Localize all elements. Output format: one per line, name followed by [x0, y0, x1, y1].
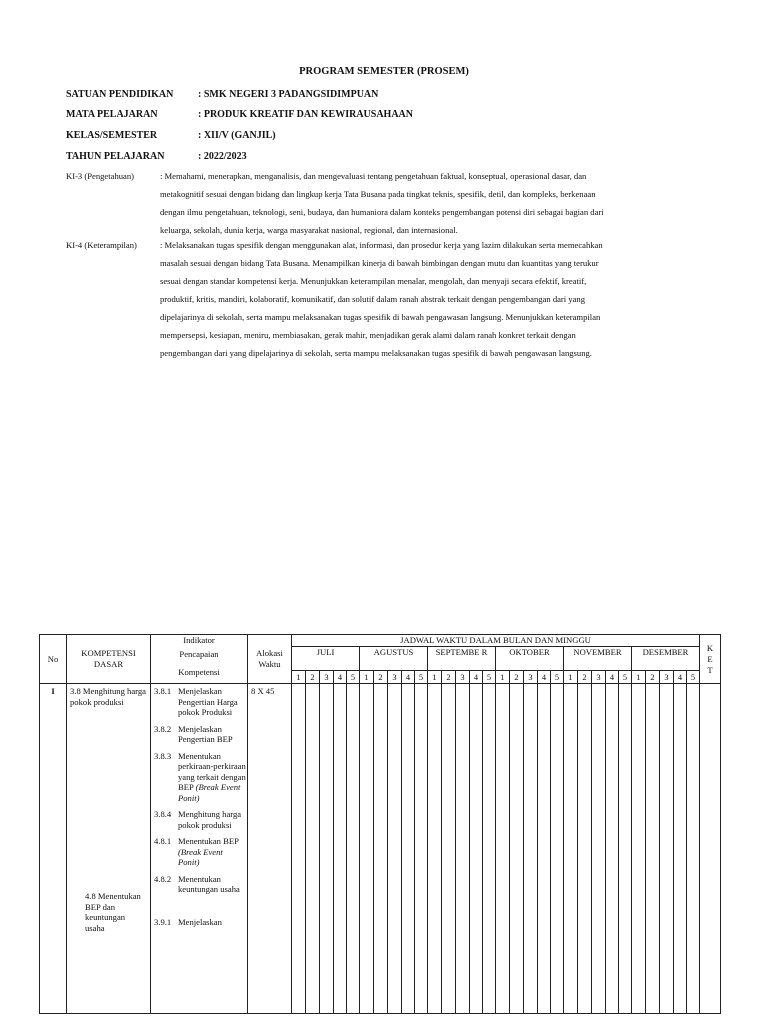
ki4-line: masalah sesuai dengan bidang Tata Busana. Menampilkan kinerja di bawah bimbingan dengan mutu dan kuantitas yang terukur: [160, 258, 599, 268]
schedule-cell: [632, 684, 646, 1014]
week-header: 1: [292, 671, 306, 684]
week-header: 3: [524, 671, 538, 684]
meta-value: : 2022/2023: [198, 151, 247, 162]
month-juli: JULI: [292, 647, 360, 671]
header-indikator-line: Pencapaian: [179, 649, 219, 659]
meta-value: : XII/V (GANJIL): [198, 130, 276, 141]
schedule-cell: [660, 684, 674, 1014]
indicator-text: Menjelaskan: [178, 916, 222, 927]
ki3-text: [160, 167, 702, 239]
schedule-cell: [564, 684, 578, 1014]
header-no: No: [40, 635, 67, 684]
schedule-cell: [496, 684, 510, 1014]
meta-value: : SMK NEGERI 3 PADANGSIDIMPUAN: [198, 89, 379, 100]
indicator-item: [154, 874, 246, 895]
ki3-line: : Memahami, menerapkan, menganalisis, dan mengevaluasi tentang pengetahuan faktual, konseptual, operasional dasar, dan: [160, 171, 587, 181]
schedule-table: [39, 634, 721, 1014]
ket-cell: [700, 684, 721, 1014]
schedule-cell: [442, 684, 456, 1014]
week-header: 2: [374, 671, 388, 684]
indicator-number: 3.8.2: [154, 723, 172, 734]
schedule-cell: [334, 684, 347, 1014]
week-header: 1: [428, 671, 442, 684]
header-kompetensi-dasar: KOMPETENSI DASAR: [67, 635, 151, 684]
schedule-cell: [646, 684, 660, 1014]
week-header: 4: [470, 671, 483, 684]
kd-4-8: 4.8 Menentukan BEP dan keuntungan usaha: [85, 891, 141, 933]
week-header: 1: [496, 671, 510, 684]
week-header: 1: [360, 671, 374, 684]
indicator-text-group: [178, 751, 246, 804]
indicator-text: Menentukan keuntungan usaha: [178, 873, 240, 894]
schedule-cell: [606, 684, 619, 1014]
schedule-cell: [320, 684, 334, 1014]
ki4-line: mempersepsi, kesiapan, meniru, membiasakan, gerak mahir, menjadikan gerak alami dalam ranah konkret terkait dengan: [160, 330, 576, 340]
schedule-cell: [619, 684, 632, 1014]
ki4-line: sesuai dengan standar kompetensi kerja. Menunjukkan keterampilan menalar, mengolah, dan menyaji secara efektif, kreatif,: [160, 276, 587, 286]
indicator-text: Menjelaskan Pengertian BEP: [178, 723, 233, 744]
ki3-line: metakognitif sesuai dengan bidang dan lingkup kerja Tata Busana pada tingkat teknis, spesifik, detil, dan kompleks, berkenaan: [160, 189, 596, 199]
schedule-cell: [456, 684, 470, 1014]
indicator-text: Menentukan perkiraan-perkiraan yang terkait dengan BEP: [178, 750, 246, 792]
week-header: 5: [687, 671, 700, 684]
schedule-cell: [306, 684, 320, 1014]
schedule-cell: [374, 684, 388, 1014]
meta-label: KELAS/SEMESTER: [66, 130, 158, 141]
week-header: 5: [619, 671, 632, 684]
schedule-cell: [483, 684, 496, 1014]
week-header: 1: [564, 671, 578, 684]
week-header: 4: [606, 671, 619, 684]
month-september: SEPTEMBE R: [428, 647, 496, 671]
indicator-item: [154, 836, 246, 868]
week-header: 2: [442, 671, 456, 684]
indicator-text: Menjelaskan Pengertian Harga pokok Produksi: [178, 686, 238, 717]
week-header: 3: [320, 671, 334, 684]
schedule-cell: [551, 684, 564, 1014]
header-alokasi-waktu: Alokasi Waktu: [248, 635, 292, 684]
week-header: 3: [388, 671, 402, 684]
ki4-line: dipelajarinya di sekolah, serta mampu melaksanakan tugas spesifik di bawah pengawasan langsung. Menunjukkan keterampilan: [160, 312, 601, 322]
ki4-line: : Melaksanakan tugas spesifik dengan menggunakan alat, informasi, dan prosedur kerja yang lazim dilakukan serta memecahkan: [160, 240, 603, 250]
indicator-item: [154, 686, 246, 718]
week-header: 2: [306, 671, 320, 684]
indicator-text-group: [178, 836, 246, 868]
indicator-number: 3.8.3: [154, 750, 172, 761]
alokasi-waktu-cell: 8 X 45: [248, 684, 292, 1014]
week-header: 1: [632, 671, 646, 684]
schedule-cell: [428, 684, 442, 1014]
meta-label: MATA PELAJARAN: [66, 109, 158, 120]
indicator-item: [154, 809, 246, 830]
ki4-text: [160, 236, 702, 362]
indicator-text: Menentukan BEP: [178, 836, 239, 846]
page-title: PROGRAM SEMESTER (PROSEM): [299, 66, 469, 77]
schedule-cell: [524, 684, 538, 1014]
schedule-cell: [360, 684, 374, 1014]
ki3-line: keluarga, sekolah, dunia kerja, warga masyarakat nasional, regional, dan internasional.: [160, 225, 458, 235]
week-header: 4: [402, 671, 415, 684]
indicator-number: 3.8.1: [154, 686, 172, 696]
ki4-block: [66, 236, 702, 362]
indicator-item: [154, 917, 246, 928]
week-header: 4: [674, 671, 687, 684]
ki4-line: pengembangan dari yang dipelajarinya di sekolah, serta mampu melaksanakan tugas spesifik di bawah pengawasan langsung.: [160, 348, 592, 358]
week-header: 5: [415, 671, 428, 684]
indicator-number: 4.8.1: [154, 836, 172, 846]
indicator-number: 3.8.4: [154, 809, 172, 819]
header-indikator-line: Indikator: [183, 635, 215, 645]
schedule-cell: [592, 684, 606, 1014]
ki3-label: KI-3 (Pengetahuan): [66, 171, 135, 181]
month-november: NOVEMBER: [564, 647, 632, 671]
week-header: 5: [551, 671, 564, 684]
schedule-cell: [388, 684, 402, 1014]
schedule-cell: [674, 684, 687, 1014]
header-ket: K E T: [700, 635, 721, 684]
schedule-cell: [402, 684, 415, 1014]
schedule-cell: [347, 684, 360, 1014]
indicator-item: [154, 751, 246, 804]
indikator-cell: [151, 684, 248, 1014]
schedule-cell: [538, 684, 551, 1014]
kd-3-8: 3.8 Menghitung harga pokok produksi: [70, 686, 146, 707]
kompetensi-dasar-cell: [67, 684, 151, 1014]
indicator-text: Menghitung harga pokok produksi: [178, 809, 242, 830]
month-oktober: OKTOBER: [496, 647, 564, 671]
week-header: 2: [646, 671, 660, 684]
week-header: 4: [538, 671, 551, 684]
week-header: 3: [592, 671, 606, 684]
schedule-cell: [510, 684, 524, 1014]
month-desember: DESEMBER: [632, 647, 700, 671]
week-header: 5: [483, 671, 496, 684]
week-header: 3: [456, 671, 470, 684]
schedule-cell: [687, 684, 700, 1014]
week-header: 5: [347, 671, 360, 684]
ki3-block: [66, 167, 702, 239]
indicator-number: 4.8.2: [154, 873, 172, 884]
header-indikator-line: Kompetensi: [178, 667, 220, 677]
header-jadwal: JADWAL WAKTU DALAM BULAN DAN MINGGU: [292, 635, 700, 647]
week-header: 3: [660, 671, 674, 684]
week-header: 2: [578, 671, 592, 684]
ki4-label: KI-4 (Keterampilan): [66, 240, 137, 250]
week-header: 2: [510, 671, 524, 684]
indicator-item: [154, 724, 246, 745]
ki4-line: produktif, kritis, mandiri, kolaboratif, komunikatif, dan solutif dalam ranah abstrak terkait dengan pengembangan dari yang: [160, 294, 586, 304]
row-no: I: [40, 684, 67, 1014]
indicator-number: 3.9.1: [154, 916, 172, 927]
meta-label: SATUAN PENDIDIKAN: [66, 89, 174, 100]
header-indikator: [151, 635, 248, 684]
schedule-cell: [470, 684, 483, 1014]
month-agustus: AGUSTUS: [360, 647, 428, 671]
schedule-cell: [415, 684, 428, 1014]
indicator-italic: (Break Event Ponit): [178, 846, 223, 867]
meta-value: : PRODUK KREATIF DAN KEWIRAUSAHAAN: [198, 109, 414, 120]
schedule-cell: [292, 684, 306, 1014]
schedule-cell: [578, 684, 592, 1014]
week-header: 4: [334, 671, 347, 684]
indicator-italic: (Break Event Ponit): [178, 782, 241, 803]
meta-label: TAHUN PELAJARAN: [66, 151, 165, 162]
ki3-line: dengan ilmu pengetahuan, teknologi, seni, budaya, dan humaniora dalam konteks pengembangan potensi diri sebagai bagian dari: [160, 207, 604, 217]
